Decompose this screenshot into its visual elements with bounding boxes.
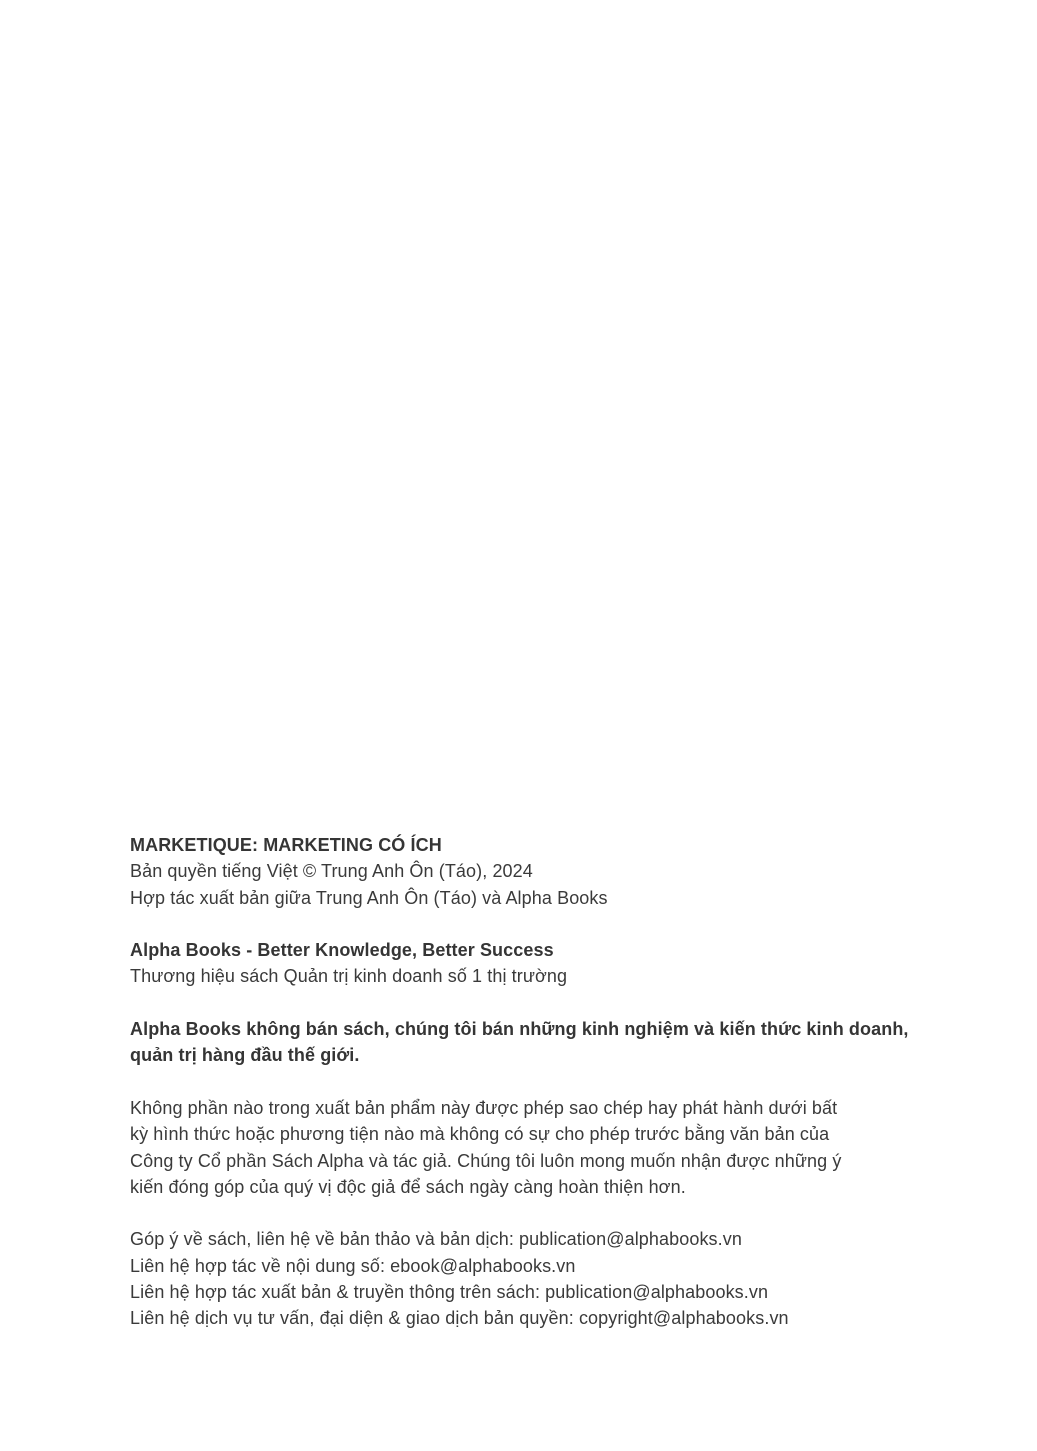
cooperation-line: Hợp tác xuất bản giữa Trung Anh Ôn (Táo) và Alpha Books bbox=[130, 887, 608, 908]
publisher-slogan: Alpha Books - Better Knowledge, Better Success bbox=[130, 940, 554, 961]
rights-notice-line: kỳ hình thức hoặc phương tiện nào mà không có sự cho phép trước bằng văn bản của bbox=[130, 1124, 830, 1145]
rights-notice-line: kiến đóng góp của quý vị độc giả để sách ngày càng hoàn thiện hơn. bbox=[130, 1176, 686, 1197]
contact-line-manuscript: Góp ý về sách, liên hệ về bản thảo và bản dịch: publication@alphabooks.vn bbox=[130, 1229, 742, 1250]
edition-block bbox=[130, 832, 930, 911]
rights-notice-line: Công ty Cổ phần Sách Alpha và tác giả. Chúng tôi luôn mong muốn nhận được những ý bbox=[130, 1150, 842, 1171]
copyright-line: Bản quyền tiếng Việt © Trung Anh Ôn (Táo), 2024 bbox=[130, 861, 533, 882]
contact-block bbox=[130, 1226, 930, 1331]
contact-line-publication: Liên hệ hợp tác xuất bản & truyền thông trên sách: publication@alphabooks.vn bbox=[130, 1282, 769, 1303]
publisher-tagline: Thương hiệu sách Quản trị kinh doanh số 1 thị trường bbox=[130, 966, 568, 987]
book-title: MARKETIQUE: MARKETING CÓ ÍCH bbox=[130, 835, 442, 855]
mission-line: Alpha Books không bán sách, chúng tôi bán những kinh nghiệm và kiến thức kinh doanh, bbox=[130, 1019, 909, 1040]
mission-block bbox=[130, 1016, 930, 1069]
colophon-text-block bbox=[130, 832, 930, 1332]
rights-notice-line: Không phần nào trong xuất bản phẩm này được phép sao chép hay phát hành dưới bất bbox=[130, 1097, 838, 1118]
contact-line-ebook: Liên hệ hợp tác về nội dung số: ebook@alphabooks.vn bbox=[130, 1255, 576, 1276]
rights-notice-block bbox=[130, 1095, 930, 1200]
mission-line: quản trị hàng đầu thế giới. bbox=[130, 1045, 360, 1066]
contact-line-copyright: Liên hệ dịch vụ tư vấn, đại diện & giao dịch bản quyền: copyright@alphabooks.vn bbox=[130, 1308, 789, 1329]
publisher-block bbox=[130, 937, 930, 990]
